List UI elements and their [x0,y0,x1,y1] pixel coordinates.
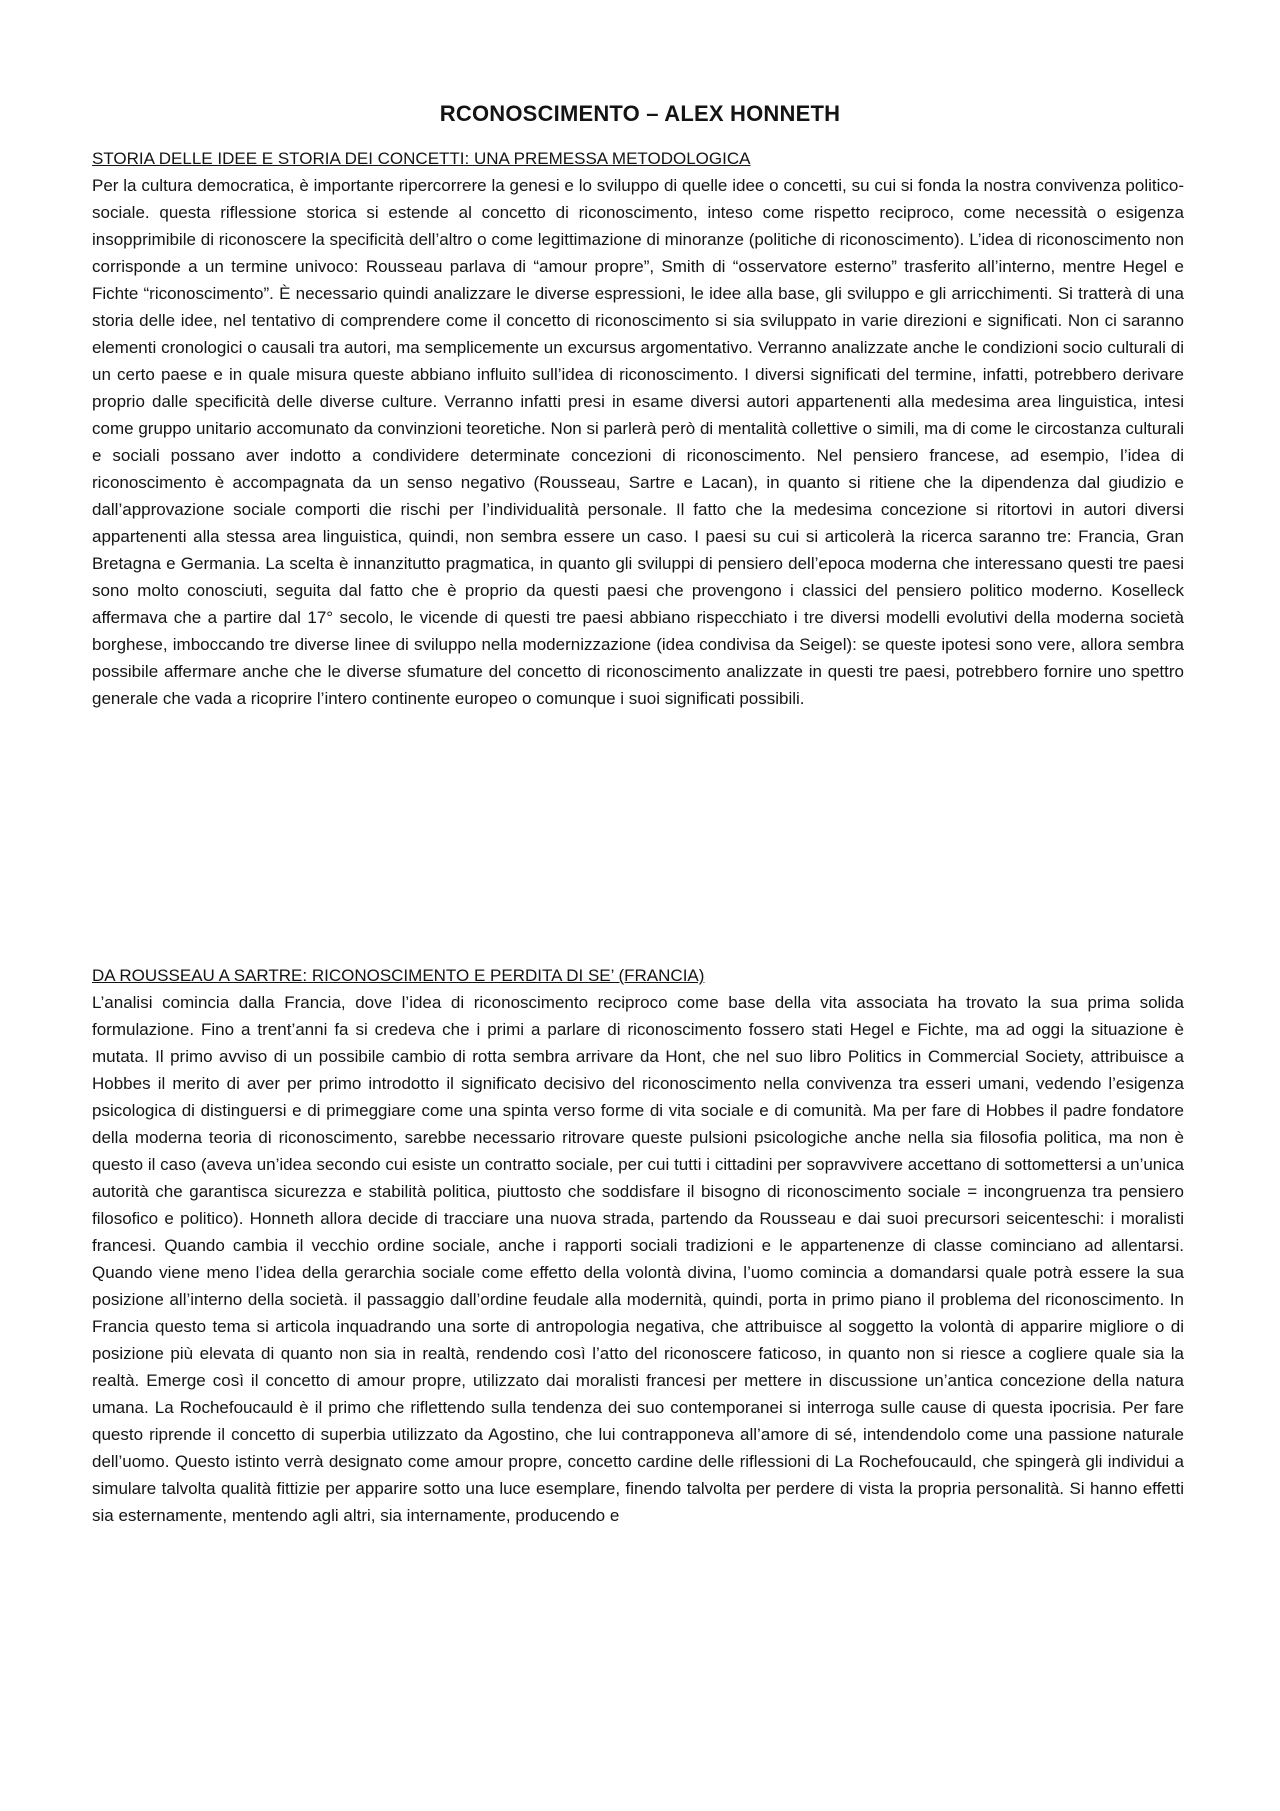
section-rousseau-sartre [92,962,1184,1529]
page-title: RCONOSCIMENTO – ALEX HONNETH [439,100,841,126]
section-methodological-premise [92,145,1184,712]
section-paragraph: Per la cultura democratica, è importante ripercorrere la genesi e lo sviluppo di quelle idee o concetti, su cui si fonda la nostra convivenza politico-sociale. questa riflessione storica si estende al concetto di riconoscimento, inteso come rispetto reciproco, come necessità o esigenza insopprimibile di riconoscere la specificità dell’altro o come legittimazione di minoranze (politiche di riconoscimento). L’idea di riconoscimento non corrisponde a un termine univoco: Rousseau parlava di “amour propre”, Smith di “osservatore esterno” trasferito all’interno, mentre Hegel e Fichte “riconoscimento”. È necessario quindi analizzare le diverse espressioni, le idee alla base, gli sviluppo e gli arricchimenti. Si tratterà di una storia delle idee, nel tentativo di comprendere come il concetto di riconoscimento si sia sviluppato in varie direzioni e significati. Non ci saranno elementi cronologici o causali tra autori, ma semplicemente un excursus argomentativo. Verranno analizzate anche le condizioni socio culturali di un certo paese e in quale misura queste abbiano influito sull’idea di riconoscimento. I diversi significati del termine, infatti, potrebbero derivare proprio dalle specificità delle diverse culture. Verranno infatti presi in esame diversi autori appartenenti alla medesima area linguistica, intesi come gruppo unitario accomunato da convinzioni teoretiche. Non si parlerà però di mentalità collettive o simili, ma di come le circostanza culturali e sociali possano aver indotto a condividere determinate concezioni di riconoscimento. Nel pensiero francese, ad esempio, l’idea di riconoscimento è accompagnata da un senso negativo (Rousseau, Sartre e Lacan), in quanto si ritiene che la dipendenza dal giudizio e dall’approvazione sociale comporti die rischi per l’individualità personale. Il fatto che la medesima concezione si ritortovi in autori diversi appartenenti alla stessa area linguistica, quindi, non sembra essere un caso. I paesi su cui si articolerà la ricerca saranno tre: Francia, Gran Bretagna e Germania. La scelta è innanzitutto pragmatica, in quanto gli sviluppi di pensiero dell’epoca moderna che interessano questi tre paesi sono molto conosciuti, seguita dal fatto che è proprio da questi paesi che provengono i classici del pensiero politico moderno. Koselleck affermava che a partire dal 17° secolo, le vicende di questi tre paesi abbiano rispecchiato i tre diversi modelli evolutivi della moderna società borghese, imboccando tre diverse linee di sviluppo nella modernizzazione (idea condivisa da Seigel): se queste ipotesi sono vere, allora sembra possibile affermare anche che le diverse sfumature del concetto di riconoscimento analizzate in questi tre paesi, potrebbero fornire uno spettro generale che vada a ricoprire l’intero continente europeo o comunque i suoi significati possibili. [92,176,1184,708]
section-heading: DA ROUSSEAU A SARTRE: RICONOSCIMENTO E PERDITA DI SE’ (FRANCIA) [92,966,705,985]
section-heading: STORIA DELLE IDEE E STORIA DEI CONCETTI: UNA PREMESSA METODOLOGICA [92,149,751,168]
section-paragraph: L’analisi comincia dalla Francia, dove l’idea di riconoscimento reciproco come base della vita associata ha trovato la sua prima solida formulazione. Fino a trent’anni fa si credeva che i primi a parlare di riconoscimento fossero stati Hegel e Fichte, ma ad oggi la situazione è mutata. Il primo avviso di un possibile cambio di rotta sembra arrivare da Hont, che nel suo libro Politics in Commercial Society, attribuisce a Hobbes il merito di aver per primo introdotto il significato decisivo del riconoscimento nella convivenza tra esseri umani, vedendo l’esigenza psicologica di distinguersi e di primeggiare come una spinta verso forme di vita sociale e di comunità. Ma per fare di Hobbes il padre fondatore della moderna teoria di riconoscimento, sarebbe necessario ritrovare queste pulsioni psicologiche anche nella sia filosofia politica, ma non è questo il caso (aveva un’idea secondo cui esiste un contratto sociale, per cui tutti i cittadini per sopravvivere accettano di sottomettersi a un’unica autorità che garantisca sicurezza e stabilità politica, piuttosto che soddisfare il bisogno di riconoscimento sociale = incongruenza tra pensiero filosofico e politico). Honneth allora decide di tracciare una nuova strada, partendo da Rousseau e dai suoi precursori seicenteschi: i moralisti francesi. Quando cambia il vecchio ordine sociale, anche i rapporti sociali tradizioni e le appartenenze di classe cominciano ad allentarsi. Quando viene meno l’idea della gerarchia sociale come effetto della volontà divina, l’uomo comincia a domandarsi quale potrà essere la sua posizione all’interno della società. il passaggio dall’ordine feudale alla modernità, quindi, porta in primo piano il problema del riconoscimento. In Francia questo tema si articola inquadrando una sorte di antropologia negativa, che attribuisce al soggetto la volontà di apparire migliore o di posizione più elevata di quanto non sia in realtà, rendendo così l’atto del riconoscere faticoso, in quanto non si riesce a cogliere quale sia la realtà. Emerge così il concetto di amour propre, utilizzato dai moralisti francesi per mettere in discussione un’antica concezione della natura umana. La Rochefoucauld è il primo che riflettendo sulla tendenza dei suo contemporanei si interroga sulle cause di questa ipocrisia. Per fare questo riprende il concetto di superbia utilizzato da Agostino, che lui contrapponeva all’amore di sé, intendendolo come una passione naturale dell’uomo. Questo istinto verrà designato come amour propre, concetto cardine delle riflessioni di La Rochefoucauld, che spingerà gli individui a simulare talvolta qualità fittizie per apparire sotto una luce esemplare, finendo talvolta per perdere di vista la propria personalità. Si hanno effetti sia esternamente, mentendo agli altri, sia internamente, producendo e [92,993,1184,1525]
